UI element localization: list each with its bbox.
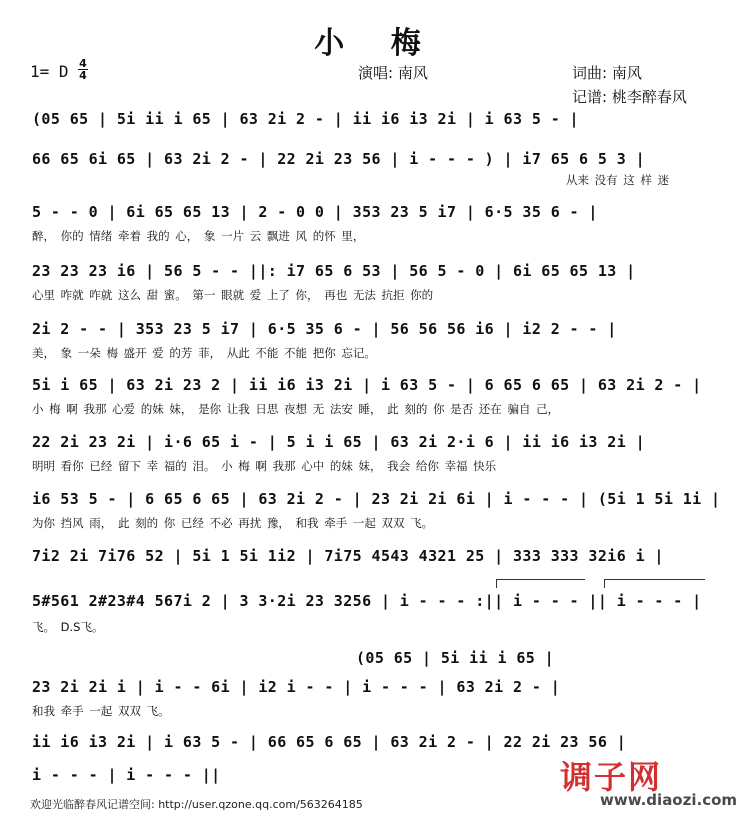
time-bottom: 4 — [79, 69, 87, 82]
lyrics-line-5: 美， 象 一朵 梅 盛开 爱 的芳 菲， 从此 不能 不能 把你 忘记。 — [32, 346, 376, 360]
watermark-url: www.diaozi.com — [600, 791, 738, 809]
volta-1 — [496, 579, 585, 588]
page-title: 小 梅 — [314, 26, 439, 61]
score-line-10: 5#561 2#23#4 567i 2 | 3 3·2i 23 3256 | i - - - :|| i - - - || i - - - | — [32, 592, 702, 610]
watermark-brand: 调子网 — [560, 758, 663, 796]
time-top: 4 — [79, 57, 87, 70]
score-line-9: 7i2 2i 7i76 52 | 5i 1 5i 1i2 | 7i75 4543 4321 25 | 333 333 32i6 i | — [32, 547, 664, 565]
lyrics-line-8: 为你 挡风 雨， 此 刻的 你 已经 不必 再扰 豫， 和我 牵手 一起 双双 飞。 — [32, 516, 434, 530]
score-line-8: i6 53 5 - | 6 65 6 65 | 63 2i 2 - | 23 2i 2i 6i | i - - - | (5i 1 5i 1i | — [32, 490, 721, 508]
score-line-7: 22 2i 23 2i | i·6 65 i - | 5 i i 65 | 63 2i 2·i 6 | ii i6 i3 2i | — [32, 433, 645, 451]
lyrics-line-4: 心里 咋就 咋就 这么 甜 蜜。 第一 眼就 爱 上了 你， 再也 无法 抗拒 你的 — [32, 288, 434, 302]
score-line-4: 23 23 23 i6 | 56 5 - - ||: i7 65 6 53 | 56 5 - 0 | 6i 65 65 13 | — [32, 262, 636, 280]
lyrics-line-3: 醉， 你的 情绪 牵着 我的 心， 象 一片 云 飘进 风 的怀 里， — [32, 229, 365, 243]
volta-2 — [604, 579, 705, 588]
score-line-3: 5 - - 0 | 6i 65 65 13 | 2 - 0 0 | 353 23 5 i7 | 6·5 35 6 - | — [32, 203, 598, 221]
score-line-1: (05 65 | 5i ii i 65 | 63 2i 2 - | ii i6 i3 2i | i 63 5 - | — [32, 110, 579, 128]
lyrics-line-2: 从来 没有 这 样 迷 — [566, 173, 670, 187]
lyrics-line-10: 飞。 D.S飞。 — [32, 620, 104, 634]
score-line-6: 5i i 65 | 63 2i 23 2 | ii i6 i3 2i | i 63 5 - | 6 65 6 65 | 63 2i 2 - | — [32, 376, 702, 394]
score-line-14: i - - - | i - - - || — [32, 766, 221, 784]
score-line-12: 23 2i 2i i | i - - 6i | i2 i - - | i - - - | 63 2i 2 - | — [32, 678, 561, 696]
score-line-13: ii i6 i3 2i | i 63 5 - | 66 65 6 65 | 63 2i 2 - | 22 2i 23 56 | — [32, 733, 627, 751]
lyrics-line-6: 小 梅 啊 我那 心爱 的妹 妹， 是你 让我 日思 夜想 无 法安 睡， 此 刻的 你 是否 还在 骗自 己， — [32, 402, 560, 416]
singer-credit: 演唱: 南风 — [358, 64, 428, 82]
transcriber-credit: 记谱: 桃李醉春风 — [572, 88, 687, 106]
score-line-2: 66 65 6i 65 | 63 2i 2 - | 22 2i 23 56 | i - - - ) | i7 65 6 5 3 | — [32, 150, 645, 168]
key-signature: 1= D — [30, 62, 69, 81]
footer-text: 欢迎光临醉春风记谱空间: http://user.qzone.qq.com/563264185 — [30, 798, 363, 811]
score-line-11: (05 65 | 5i ii i 65 | — [356, 649, 555, 667]
composer-credit: 词曲: 南风 — [572, 64, 642, 82]
lyrics-line-12: 和我 牵手 一起 双双 飞。 — [32, 704, 170, 718]
score-line-5: 2i 2 - - | 353 23 5 i7 | 6·5 35 6 - | 56 56 56 i6 | i2 2 - - | — [32, 320, 617, 338]
lyrics-line-7: 明明 看你 已经 留下 幸 福的 泪。 小 梅 啊 我那 心中 的妹 妹， 我会 给你 幸福 快乐 — [32, 459, 497, 473]
time-signature — [78, 58, 88, 81]
